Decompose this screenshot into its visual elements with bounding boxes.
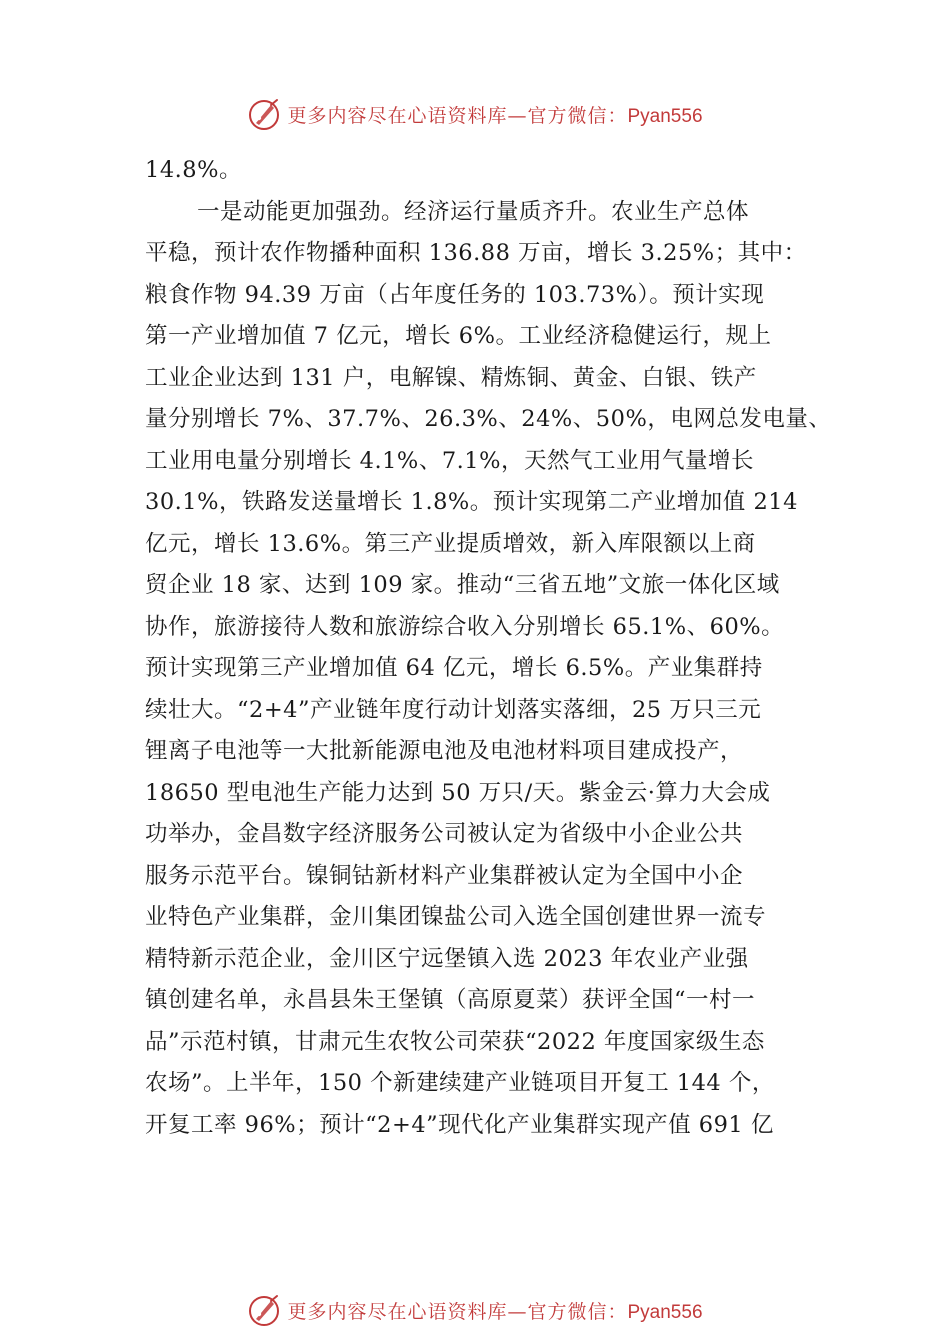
quill-logo-icon (247, 97, 281, 131)
wechat-id: Pyan556 (627, 105, 703, 127)
text-line: 服务示范平台。镍铜钴新材料产业集群被认定为全国中小企 (145, 862, 744, 889)
text-line: 农场”。上半年，150 个新建续建产业链项目开复工 144 个， (145, 1070, 775, 1096)
text-line: 第一产业增加值 7 亿元，增长 6%。工业经济稳健运行，规上 (145, 323, 772, 349)
text-line: 品”示范村镇，甘肃元生农牧公司荣获“2022 年度国家级生态 (145, 1028, 765, 1055)
text-line: 锂离子电池等一大批新能源电池及电池材料项目建成投产， (145, 738, 744, 764)
text-line: 镇创建名单，永昌县朱王堡镇（高原夏菜）获评全国“一村一 (145, 987, 756, 1013)
text-line: 14.8%。 (145, 157, 242, 183)
text-line: 18650 型电池生产能力达到 50 万只/天。紫金云·算力大会成 (145, 779, 771, 806)
text-line: 工业用电量分别增长 4.1%、7.1%，天然气工业用气量增长 (145, 447, 754, 474)
watermark-text: 更多内容尽在心语资料库—官方微信：Pyan556 (287, 104, 703, 127)
wechat-id: Pyan556 (627, 1301, 703, 1323)
document-body (145, 150, 840, 1146)
text-line: 30.1%，铁路发送量增长 1.8%。预计实现第二产业增加值 214 (145, 489, 798, 515)
paragraph-first-line: 一是动能更加强劲。经济运行量质齐升。农业生产总体 (197, 198, 750, 225)
text-line: 贸企业 18 家、达到 109 家。推动“三省五地”文旅一体化区域 (145, 572, 780, 598)
text-line: 平稳，预计农作物播种面积 136.88 万亩，增长 3.25%；其中： (145, 240, 807, 266)
text-line: 预计实现第三产业增加值 64 亿元，增长 6.5%。产业集群持 (145, 655, 763, 681)
text-line: 精特新示范企业，金川区宁远堡镇入选 2023 年农业产业强 (145, 945, 749, 972)
text-line: 开复工率 96%；预计“2+4”现代化产业集群实现产值 691 亿 (145, 1111, 774, 1138)
watermark-text: 更多内容尽在心语资料库—官方微信：Pyan556 (287, 1300, 703, 1323)
text-line: 功举办，金昌数字经济服务公司被认定为省级中小企业公共 (145, 821, 744, 847)
text-line: 亿元，增长 13.6%。第三产业提质增效，新入库限额以上商 (145, 530, 756, 557)
header-watermark (0, 94, 950, 134)
quill-logo-icon (247, 1293, 281, 1327)
text-line: 续壮大。“2+4”产业链年度行动计划落实落细，25 万只三元 (145, 696, 762, 723)
text-line: 协作，旅游接待人数和旅游综合收入分别增长 65.1%、60%。 (145, 613, 785, 640)
text-line: 工业企业达到 131 户，电解镍、精炼铜、黄金、白银、铁产 (145, 364, 757, 391)
text-line: 业特色产业集群，金川集团镍盐公司入选全国创建世界一流专 (145, 904, 767, 930)
footer-watermark (0, 1290, 950, 1330)
text-line: 粮食作物 94.39 万亩（占年度任务的 103.73%）。预计实现 (145, 281, 765, 308)
text-line: 量分别增长 7%、37.7%、26.3%、24%、50%，电网总发电量、 (145, 406, 832, 432)
